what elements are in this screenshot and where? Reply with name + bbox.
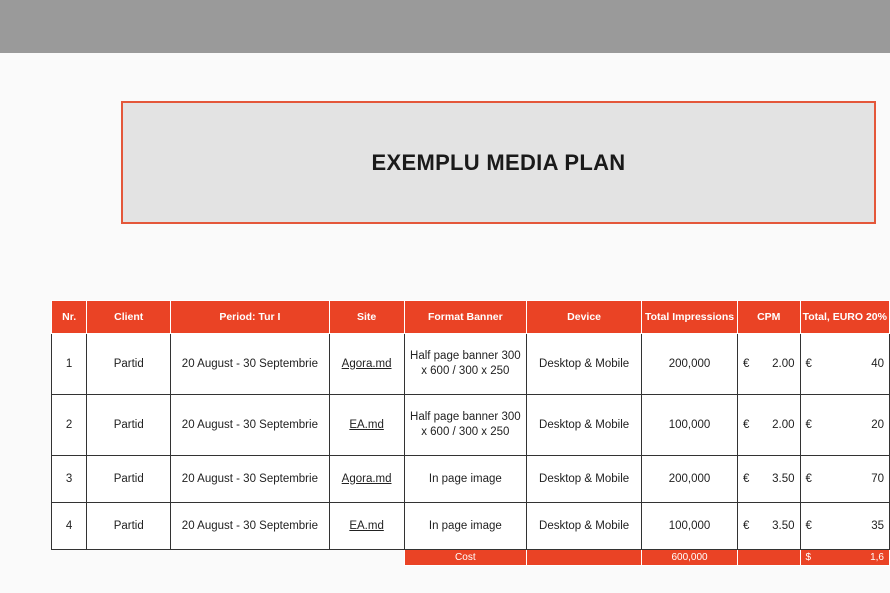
cell-cpm (737, 334, 800, 395)
total-value: 40 (871, 357, 884, 370)
header-format-banner: Format Banner (404, 301, 526, 334)
cost-cpm-empty (737, 550, 800, 566)
cell-cpm (737, 456, 800, 503)
currency-symbol: $ (805, 552, 812, 563)
media-plan-table (51, 300, 890, 566)
cell-device: Desktop & Mobile (527, 456, 642, 503)
cell-period: 20 August - 30 Septembrie (171, 503, 329, 550)
header-total-euro: Total, EURO 20% (800, 301, 889, 334)
cell-client: Partid (87, 456, 171, 503)
cell-nr: 3 (52, 456, 87, 503)
cell-impressions: 100,000 (642, 503, 738, 550)
cost-spacer (329, 550, 404, 566)
currency-symbol: € (805, 418, 812, 431)
header-site: Site (329, 301, 404, 334)
currency-symbol: € (742, 519, 750, 532)
cell-format: In page image (404, 456, 526, 503)
table-header-row (52, 301, 890, 334)
cell-period: 20 August - 30 Septembrie (171, 334, 329, 395)
header-nr: Nr. (52, 301, 87, 334)
cost-spacer (87, 550, 171, 566)
cost-impressions: 600,000 (642, 550, 738, 566)
cell-total (800, 334, 889, 395)
cost-row (52, 550, 890, 566)
site-link[interactable]: EA.md (349, 519, 384, 532)
total-value: 20 (871, 418, 884, 431)
header-total-impressions: Total Impressions (642, 301, 738, 334)
cell-cpm (737, 395, 800, 456)
currency-symbol: € (805, 472, 812, 485)
cell-format: Half page banner 300 x 600 / 300 x 250 (404, 395, 526, 456)
table-row (52, 456, 890, 503)
total-value: 70 (871, 472, 884, 485)
cell-client: Partid (87, 395, 171, 456)
cost-label: Cost (404, 550, 526, 566)
currency-symbol: € (742, 418, 750, 431)
cell-device: Desktop & Mobile (527, 503, 642, 550)
cell-device: Desktop & Mobile (527, 334, 642, 395)
cell-impressions: 100,000 (642, 395, 738, 456)
cell-total (800, 503, 889, 550)
header-client: Client (87, 301, 171, 334)
cost-spacer (52, 550, 87, 566)
cell-nr: 1 (52, 334, 87, 395)
cpm-value: 2.00 (772, 357, 795, 370)
cell-client: Partid (87, 334, 171, 395)
currency-symbol: € (742, 472, 750, 485)
cell-device: Desktop & Mobile (527, 395, 642, 456)
total-value: 35 (871, 519, 884, 532)
currency-symbol: € (742, 357, 750, 370)
cell-format: Half page banner 300 x 600 / 300 x 250 (404, 334, 526, 395)
cell-total (800, 456, 889, 503)
cell-site (329, 395, 404, 456)
cell-site (329, 456, 404, 503)
header-device: Device (527, 301, 642, 334)
cost-total-value: 1,6 (870, 552, 884, 563)
cell-site (329, 334, 404, 395)
cell-site (329, 503, 404, 550)
site-link[interactable]: EA.md (349, 418, 384, 431)
cost-device-empty (527, 550, 642, 566)
title-box (121, 101, 876, 224)
cell-cpm (737, 503, 800, 550)
cpm-value: 3.50 (772, 519, 795, 532)
header-period: Period: Tur I (171, 301, 329, 334)
header-cpm: CPM (737, 301, 800, 334)
cpm-value: 2.00 (772, 418, 795, 431)
window-top-bar (0, 0, 890, 53)
cell-period: 20 August - 30 Septembrie (171, 456, 329, 503)
cell-nr: 4 (52, 503, 87, 550)
cell-impressions: 200,000 (642, 456, 738, 503)
site-link[interactable]: Agora.md (341, 472, 392, 485)
currency-symbol: € (805, 357, 812, 370)
site-link[interactable]: Agora.md (341, 357, 392, 370)
table-row (52, 334, 890, 395)
cpm-value: 3.50 (772, 472, 795, 485)
table-row (52, 395, 890, 456)
cell-period: 20 August - 30 Septembrie (171, 395, 329, 456)
cell-impressions: 200,000 (642, 334, 738, 395)
page-title: EXEMPLU MEDIA PLAN (371, 149, 626, 175)
cell-format: In page image (404, 503, 526, 550)
cost-total (800, 550, 889, 566)
cell-total (800, 395, 889, 456)
table-row (52, 503, 890, 550)
cost-spacer (171, 550, 329, 566)
cell-nr: 2 (52, 395, 87, 456)
cell-client: Partid (87, 503, 171, 550)
currency-symbol: € (805, 519, 812, 532)
